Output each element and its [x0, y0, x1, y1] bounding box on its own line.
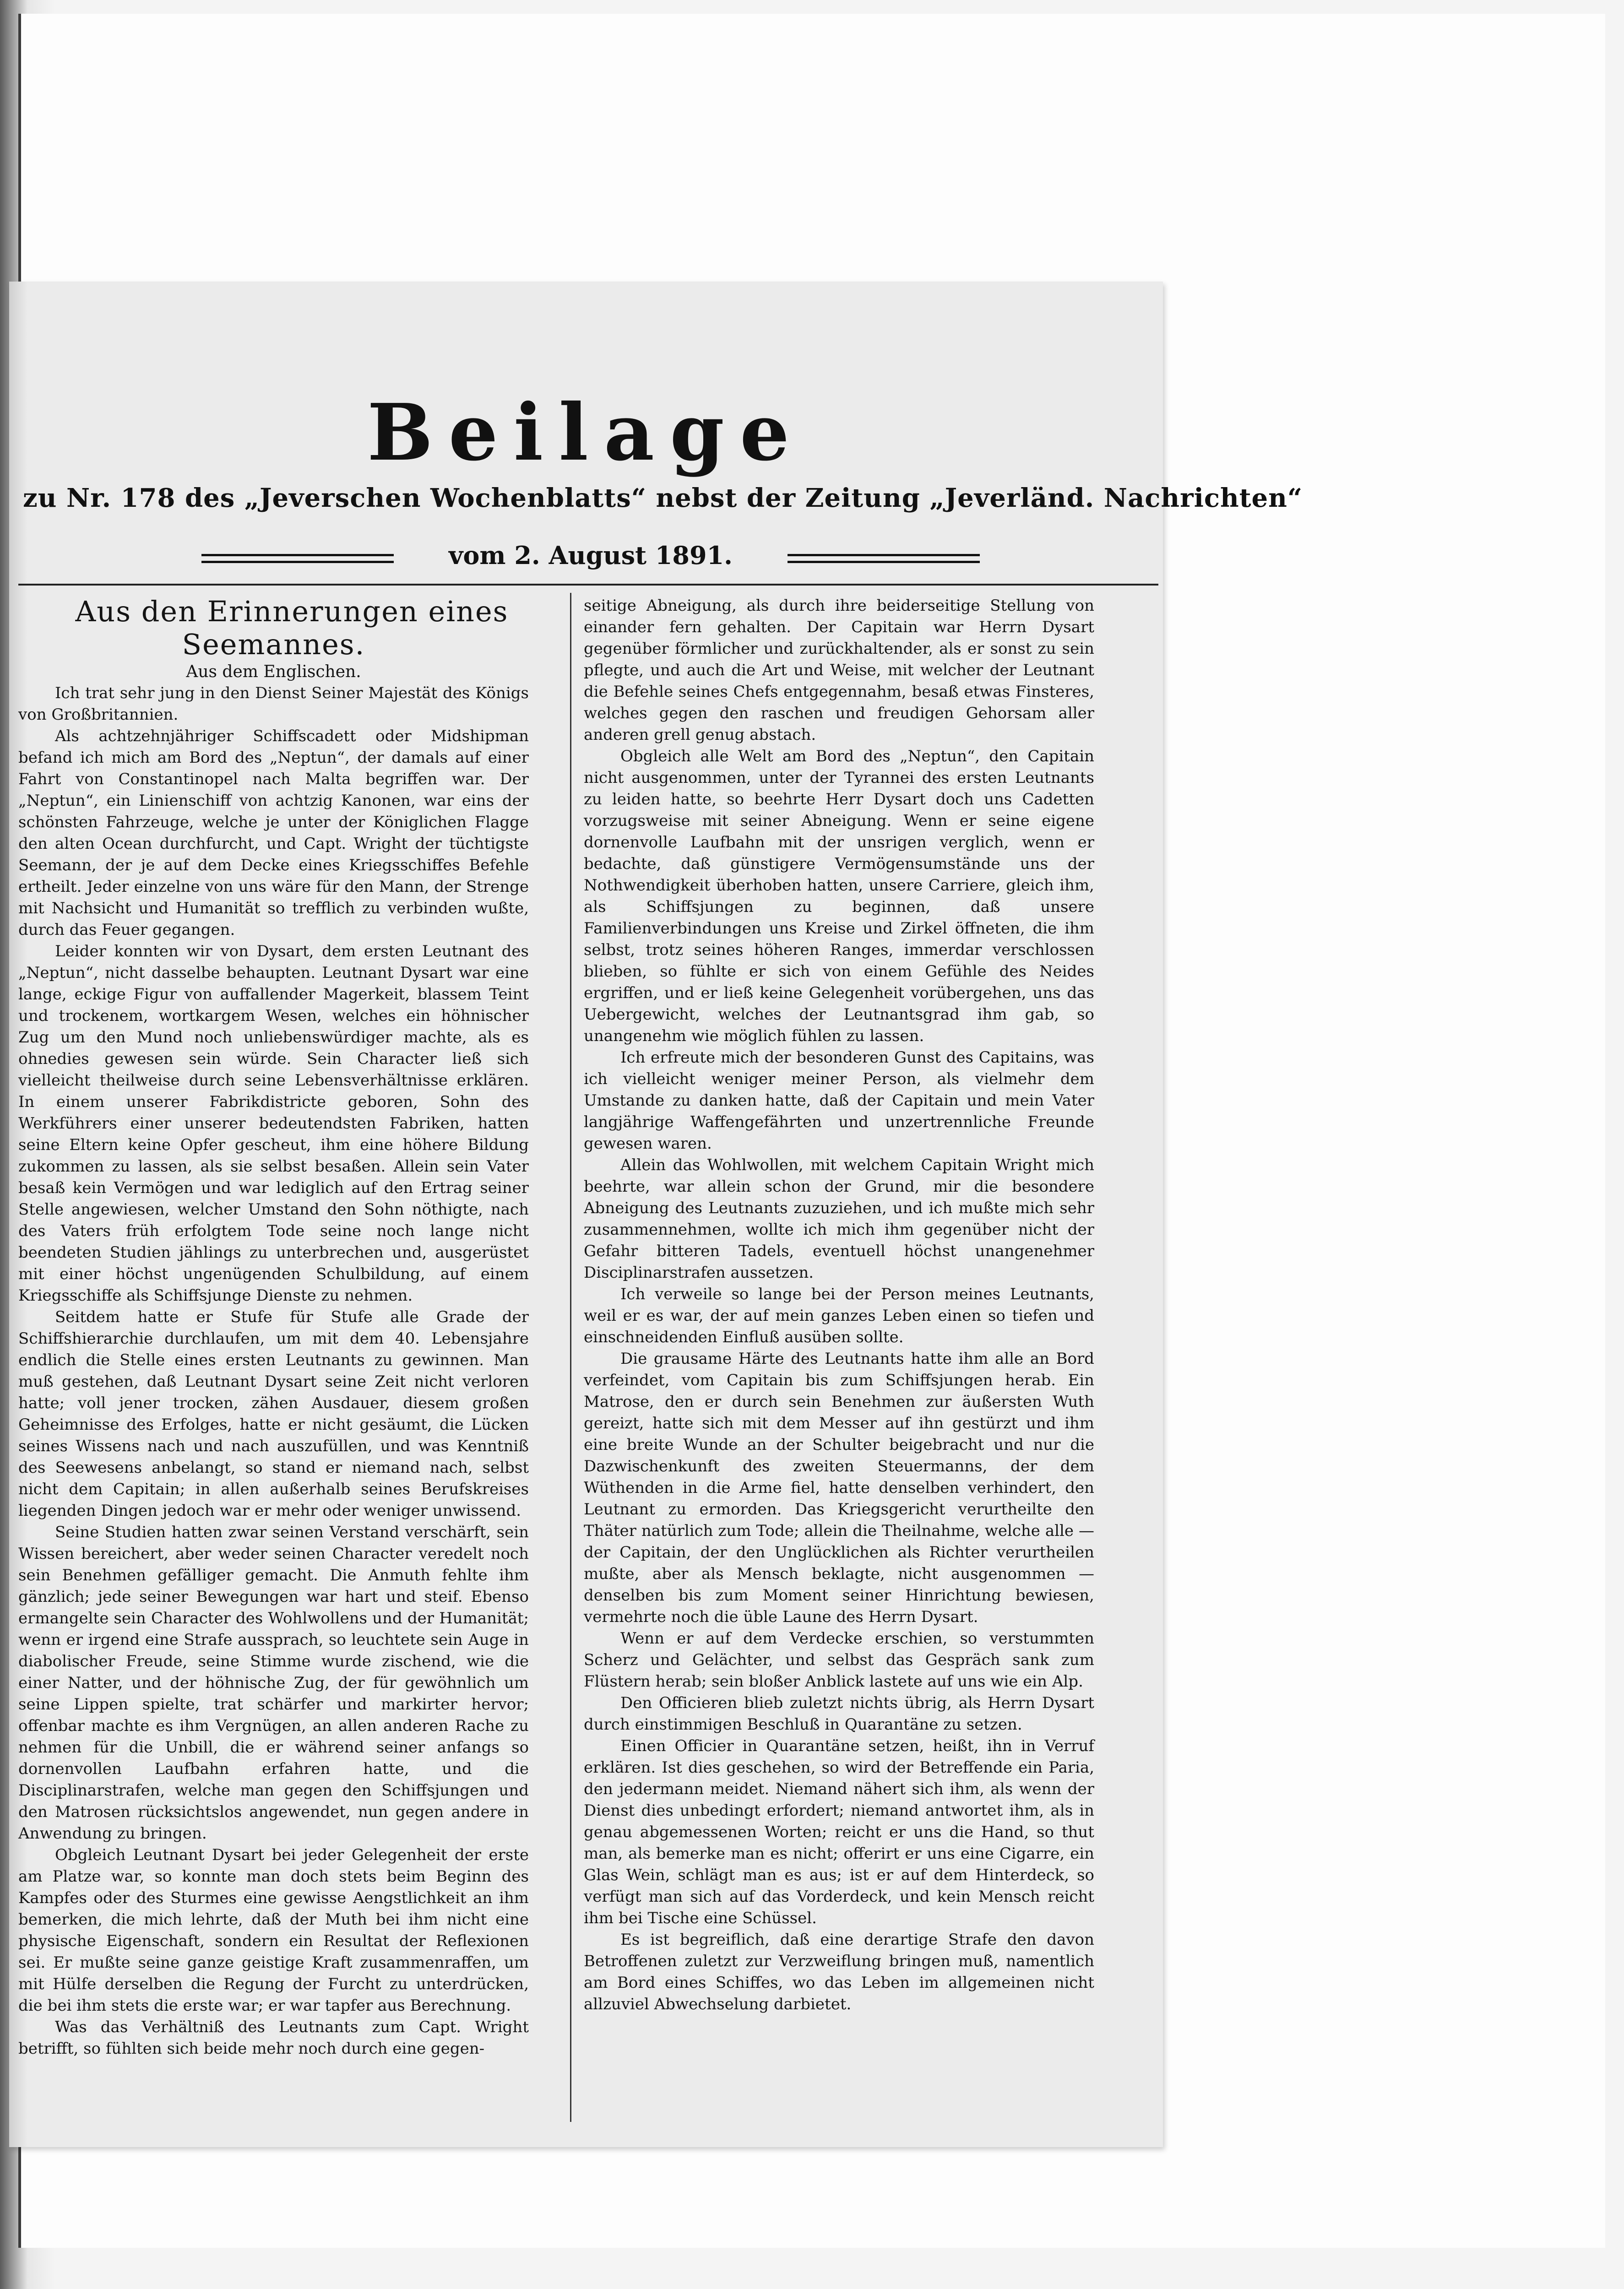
article-title: Aus den Erinnerungen eines Seemannes. [75, 595, 509, 661]
paragraph: Was das Verhältniß des Leutnants zum Capt. Wright betrifft, so fühlten sich beide mehr noch durch eine gegen- [18, 2018, 529, 2058]
article-column-left [18, 595, 529, 2060]
paragraph: Ich erfreute mich der besonderen Gunst des Capitains, was ich vielleicht weniger meiner Person, als vielmehr dem Umstande zu danken hatte, daß der Capitain und mein Vater langjährige Waffengefährten und unzertrennliche Freunde gewesen waren. [584, 1048, 1094, 1153]
paragraph: Einen Officier in Quarantäne setzen, heißt, ihn in Verruf erklären. Ist dies geschehen, so wird der Betreffende ein Paria, den jedermann meidet. Niemand nähert sich ihm, als wenn der Dienst dies unbedingt erfordert; niemand antwortet ihm, als in genau abgemessenen Worten; reicht er uns die Hand, so thut man, als bemerke man es nicht; offerirt er uns eine Cigarre, ein Glas Wein, schlägt man es aus; ist er auf dem Hinterdeck, so verfügt man sich auf das Vorderdeck, und kein Mensch reicht ihm bei Tische eine Schüssel. [584, 1737, 1094, 1927]
paragraph: Den Officieren blieb zuletzt nichts übrig, als Herrn Dysart durch einstimmigen Beschluß in Quarantäne zu setzen. [584, 1694, 1094, 1734]
dateline-rule-right [788, 538, 980, 579]
masthead-subtitle: zu Nr. 178 des „Jeverschen Wochenblatts“ nebst der Zeitung „Jeverländ. Nachrichten“ [23, 483, 1303, 513]
paragraph: Ich verweile so lange bei der Person meines Leutnants, weil er es war, der auf mein ganzes Leben einen so tiefen und einschneidenden Einfluß ausüben sollte. [584, 1285, 1094, 1346]
paragraph: Seitdem hatte er Stufe für Stufe alle Grade der Schiffshierarchie durchlaufen, um mit dem 40. Lebensjahre endlich die Stelle eines ersten Leutnants zu gewinnen. Man muß gestehen, daß Leutnant Dysart seine Zeit nicht verloren hatte; voll jener trocken, zähen Ausdauer, diesem großen Geheimnisse des Erfolges, hatte er nicht gesäumt, die Lücken seines Wissens nach und nach auszufüllen, und was Kenntniß des Seewesens anbelangt, so stand er niemand nach, selbst nicht dem Capitain; in allen außerhalb seines Berufskreises liegenden Dingen jedoch war er mehr oder weniger unwissend. [18, 1308, 529, 1520]
masthead-title: Beilage [367, 387, 805, 478]
paragraph: Wenn er auf dem Verdecke erschien, so verstummten Scherz und Gelächter, und selbst das Gespräch sank zum Flüstern herab; sein bloßer Anblick lastete auf uns wie ein Alp. [584, 1629, 1094, 1691]
newspaper-clipping [9, 282, 1303, 2147]
paragraph: Die grausame Härte des Leutnants hatte ihm alle an Bord verfeindet, vom Capitain bis zum Schiffsjungen herab. Ein Matrose, den er durch sein Benehmen zur äußersten Wuth gereizt, hatte sich mit dem Messer auf ihn gestürzt und ihm eine breite Wunde an der Schulter beigebracht und nur die Dazwischenkunft des zweiten Steuermanns, der dem Wüthenden in die Arme fiel, hatte denselben verhindert, den Leutnant zu ermorden. Das Kriegsgericht verurtheilte den Thäter natürlich zum Tode; allein die Theilnahme, welche alle — der Capitain, der den Unglücklichen als Richter verurtheilen mußte, aber als Mensch beklagte, nicht ausgenommen — denselben bis zum Moment seiner Hinrichtung bewiesen, vermehrte noch die üble Laune des Herrn Dysart. [584, 1350, 1094, 1626]
article-column-right [584, 595, 1094, 2015]
paragraph: Seine Studien hatten zwar seinen Verstand verschärft, sein Wissen bereichert, aber weder seinen Character veredelt noch sein Benehmen gefälliger gemacht. Die Anmuth fehlte ihm gänzlich; jede seiner Bewegungen war hart und steif. Ebenso ermangelte sein Character des Wohlwollens und der Humanität; wenn er irgend eine Strafe aussprach, so leuchtete sein Auge in diabolischer Freude, seine Stimme wurde zischend, wie die einer Natter, und der höhnische Zug, der für gewöhnlich um seine Lippen spielte, trat schärfer und markirter hervor; offenbar machte es ihm Vergnügen, an allen anderen Rache zu nehmen für die Unbill, die er während seiner anfangs so dornenvollen Laufbahn erfahren hatte, und die Disciplinarstrafen, welche man gegen den Schiffsjungen und den Matrosen rücksichtslos angewendet, nun gegen andere in Anwendung zu bringen. [18, 1523, 529, 1843]
paragraph: Obgleich alle Welt am Bord des „Neptun“, den Capitain nicht ausgenommen, unter der Tyrannei des ersten Leutnants zu leiden hatte, so beehrte Herr Dysart doch uns Cadetten vorzugsweise mit seiner Abneigung. Wenn er seine eigene dornenvolle Laufbahn mit der unsrigen verglich, wenn er bedachte, daß günstigere Vermögensumstände uns der Nothwendigkeit überhoben hatten, unsere Carriere, gleich ihm, als Schiffsjungen zu beginnen, daß unsere Familienverbindungen uns Kreise und Zirkel öffneten, die ihm selbst, trotz seines höheren Ranges, immerdar verschlossen blieben, so fühlte er sich von einem Gefühle des Neides ergriffen, und er ließ keine Gelegenheit vorübergehen, uns das Uebergewicht, welches der Leutnantsgrad ihm gab, so unangenehm wie möglich fühlen zu lassen. [584, 747, 1094, 1045]
paragraph: Ich trat sehr jung in den Dienst Seiner Majestät des Königs von Großbritannien. [18, 684, 529, 724]
paragraph: Obgleich Leutnant Dysart bei jeder Gelegenheit der erste am Platze war, so konnte man doch stets beim Beginn des Kampfes oder des Sturmes eine gewisse Aengstlichkeit an ihm bemerken, die mich lehrte, daß der Muth bei ihm nicht eine physische Eigenschaft, sondern ein Resultat der Reflexionen sei. Er mußte seine ganze geistige Kraft zusammenraffen, um mit Hülfe derselben die Regung der Furcht zu unterdrücken, die bei ihm stets die erste war; er war tapfer aus Berechnung. [18, 1846, 529, 2015]
column-divider [570, 593, 571, 2122]
paragraph: Leider konnten wir von Dysart, dem ersten Leutnant des „Neptun“, nicht dasselbe behaupten. Leutnant Dysart war eine lange, eckige Figur von auffallender Magerkeit, blassem Teint und trockenem, wortkargem Wesen, welches ein höhnischer Zug um den Mund noch unliebenswürdiger machte, als es ohnedies gewesen sein würde. Sein Character ließ sich vielleicht theilweise durch seine Lebensverhältnisse erklären. In einem unserer Fabrikdistricte geboren, Sohn des Werkführers einer unserer bedeutendsten Fabriken, hatten seine Eltern keine Opfer gescheut, ihm eine höhere Bildung zukommen zu lassen, als sie selbst besaßen. Allein sein Vater besaß kein Vermögen und war lediglich auf den Ertrag seiner Stelle angewiesen, welcher Umstand den Sohn nöthigte, nach des Vaters früh erfolgtem Tode seine noch lange nicht beendeten Studien jählings zu unterbrechen und, ausgerüstet mit einer höchst ungenügenden Schulbildung, auf einem Kriegsschiffe als Schiffsjunge Dienste zu nehmen. [18, 942, 529, 1305]
paragraph: Es ist begreiflich, daß eine derartige Strafe den davon Betroffenen zuletzt zur Verzweiflung bringen muß, namentlich am Bord eines Schiffes, wo das Leben im allgemeinen nicht allzuviel Abwechselung darbietet. [584, 1931, 1094, 2013]
header-rule [18, 584, 1158, 586]
article-subtitle: Aus dem Englischen. [186, 662, 361, 681]
paragraph: seitige Abneigung, als durch ihre beiderseitige Stellung von einander fern gehalten. Der Capitain war Herrn Dysart gegenüber förmlicher und zurückhaltender, als er sonst zu sein pflegte, und auch die Art und Weise, mit welcher der Leutnant die Befehle seines Chefs entgegennahm, besaß etwas Finsteres, welches gegen den raschen und freudigen Gehorsam aller anderen grell genug abstach. [584, 597, 1094, 744]
dateline-rule-left [201, 538, 394, 579]
dateline [201, 538, 980, 579]
dateline-text: vom 2. August 1891. [449, 541, 733, 570]
paragraph: Allein das Wohlwollen, mit welchem Capitain Wright mich beehrte, war allein schon der Grund, mir die besondere Abneigung des Leutnants zuzuziehen, und ich mußte mich sehr zusammennehmen, wollte ich mich ihm gegenüber nicht der Gefahr bitteren Tadels, eventuell höchst unangenehmer Disciplinarstrafen aussetzen. [584, 1156, 1094, 1282]
paragraph: Als achtzehnjähriger Schiffscadett oder Midshipman befand ich mich am Bord des „Neptun“, der damals auf einer Fahrt von Constantinopel nach Malta begriffen war. Der „Neptun“, ein Linienschiff von achtzig Kanonen, war eins der schönsten Fahrzeuge, welche je unter der Königlichen Flagge den alten Ocean durchfurcht, und Capt. Wright der tüchtigste Seemann, der je auf dem Decke eines Kriegsschiffes Befehle ertheilt. Jeder einzelne von uns wäre für den Mann, der Strenge mit Nachsicht und Humanität so trefflich zu verbinden wußte, durch das Feuer gegangen. [18, 727, 529, 939]
